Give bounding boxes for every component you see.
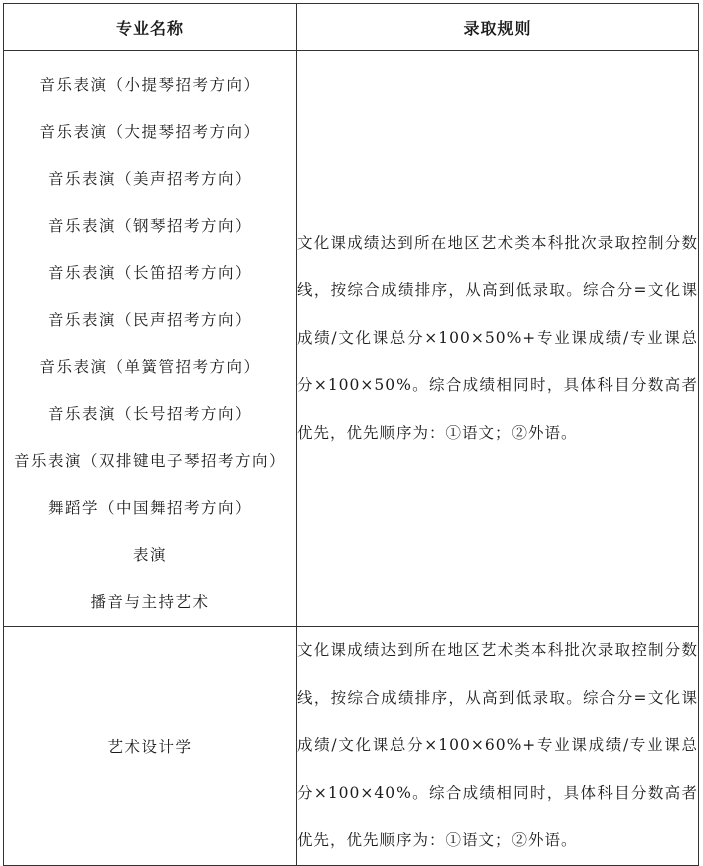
admission-rule-text: 文化课成绩达到所在地区艺术类本科批次录取控制分数线，按综合成绩排序，从高到低录取。综合分=文化课成绩/文化课总分×100×50%+专业课成绩/专业课总分×100×50%。综合成绩相同时，具体科目分数高者优先，优先顺序为：①语文；②外语。 — [297, 233, 698, 442]
major-name-cell: 艺术设计学 — [4, 627, 297, 866]
major-list-cell — [4, 51, 297, 627]
admission-rule-cell — [297, 627, 699, 866]
admission-rules-table — [3, 3, 699, 866]
list-item: 舞蹈学（中国舞招考方向） — [47, 499, 252, 517]
list-item: 音乐表演（双排键电子琴招考方向） — [13, 452, 286, 470]
header-row — [4, 4, 699, 51]
list-item: 音乐表演（钢琴招考方向） — [47, 217, 252, 235]
major-list — [4, 51, 296, 626]
list-item: 音乐表演（美声招考方向） — [47, 170, 252, 188]
list-item: 音乐表演（长号招考方向） — [47, 405, 252, 423]
table-row — [4, 627, 699, 866]
header-major-name: 专业名称 — [4, 4, 297, 51]
admission-rule-text: 文化课成绩达到所在地区艺术类本科批次录取控制分数线，按综合成绩排序，从高到低录取。综合分=文化课成绩/文化课总分×100×60%+专业课成绩/专业课总分×100×40%。综合成绩相同时，具体科目分数高者优先，优先顺序为：①语文；②外语。 — [297, 641, 698, 849]
list-item: 音乐表演（单簧管招考方向） — [39, 358, 261, 376]
list-item: 音乐表演（民声招考方向） — [47, 311, 252, 329]
header-admission-rule: 录取规则 — [297, 4, 699, 51]
list-item: 音乐表演（小提琴招考方向） — [39, 76, 261, 94]
admission-rule-cell — [297, 51, 699, 627]
list-item: 音乐表演（长笛招考方向） — [47, 264, 252, 282]
table-row — [4, 51, 699, 627]
list-item: 音乐表演（大提琴招考方向） — [39, 123, 261, 141]
list-item: 表演 — [132, 546, 167, 564]
list-item: 播音与主持艺术 — [90, 593, 210, 611]
